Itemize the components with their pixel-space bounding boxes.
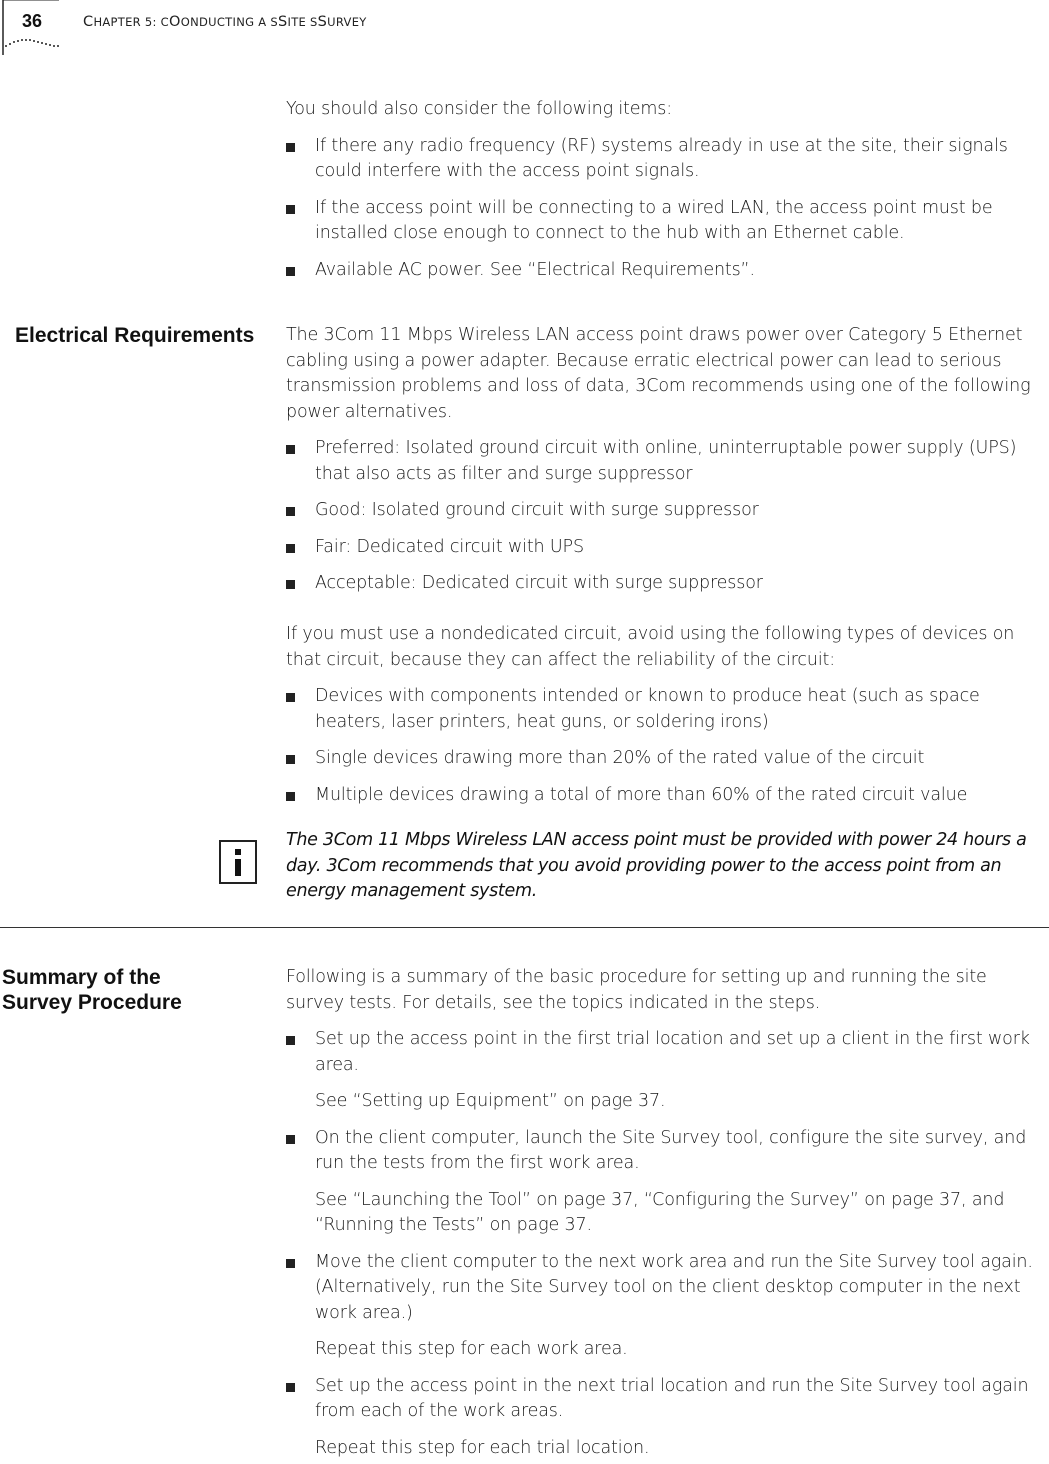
list-item: Devices with components intended or known to produce heat (such as space heaters, laser printers, heat guns, or soldering irons)	[286, 684, 1046, 735]
power-note: The 3Com 11 Mbps Wireless LAN access point must be provided with power 24 hours a day. 3Com recommends that you avoid providing power to the access point from an energy management system.	[286, 830, 1027, 901]
chapter-title-o: O	[169, 14, 181, 30]
chapter-title: CHAPTER 5: COONDUCTING A SSITE SSURVEY	[83, 14, 367, 30]
list-item: Preferred: Isolated ground circuit with online, uninterruptable power supply (UPS) that also acts as filter and surge suppressor	[286, 436, 1046, 487]
bullet-icon	[286, 267, 295, 276]
avoid-devices-list	[286, 684, 1046, 808]
bullet-icon	[286, 1135, 295, 1144]
bullet-icon	[286, 693, 295, 702]
bullet-icon	[286, 755, 295, 764]
bullet-icon	[286, 1383, 295, 1392]
list-item: Available AC power. See “Electrical Requirements”.	[286, 258, 1046, 284]
section-divider	[0, 927, 1049, 928]
bullet-icon	[286, 792, 295, 801]
nondedicated-section	[286, 622, 1046, 808]
bullet-icon	[286, 1259, 295, 1268]
summary-heading: Summary of the Survey Procedure	[2, 966, 182, 1014]
bullet-icon	[286, 544, 295, 553]
list-item: Good: Isolated ground circuit with surge suppressor	[286, 498, 1046, 524]
summary-steps-list	[286, 1027, 1046, 1461]
list-item: Acceptable: Dedicated circuit with surge suppressor	[286, 571, 1046, 597]
summary-lead: Following is a summary of the basic procedure for setting up and running the site survey tests. For details, see the topics indicated in the steps.	[286, 967, 987, 1013]
bullet-icon	[286, 1036, 295, 1045]
intro-lead: You should also consider the following items:	[286, 99, 672, 119]
list-item: Single devices drawing more than 20% of the rated value of the circuit	[286, 746, 1046, 772]
chapter-title-s: S	[277, 14, 288, 30]
bullet-icon	[286, 507, 295, 516]
summary-section	[286, 965, 1046, 1461]
list-item: Move the client computer to the next work area and run the Site Survey tool again. (Alternatively, run the Site Survey tool on the client desktop computer in the next work area.) Repeat this step for each work area.	[286, 1250, 1046, 1363]
electrical-paragraph: The 3Com 11 Mbps Wireless LAN access point draws power over Category 5 Ethernet cabling using a power adapter. Because erratic electrical power can lead to serious transmission problems and loss of data, 3Com recommends using one of the following power alternatives.	[286, 325, 1031, 422]
list-item: On the client computer, launch the Site Survey tool, configure the site survey, and run the tests from the first work area. See “Launching the Tool” on page 37, “Configuring the Survey” on page 37, and “Running the Tests” on page 37.	[286, 1126, 1046, 1239]
bullet-icon	[286, 143, 295, 152]
list-item: If the access point will be connecting to a wired LAN, the access point must be installed close enough to connect to the hub with an Ethernet cable.	[286, 196, 1046, 247]
page-number: 36	[22, 11, 43, 31]
list-item: Multiple devices drawing a total of more than 60% of the rated circuit value	[286, 783, 1046, 809]
list-item: Fair: Dedicated circuit with UPS	[286, 535, 1046, 561]
list-item: Set up the access point in the next trial location and run the Site Survey tool again from each of the work areas. Repeat this step for each trial location.	[286, 1374, 1046, 1462]
electrical-section	[286, 323, 1046, 597]
list-item: If there any radio frequency (RF) systems already in use at the site, their signals could interfere with the access point signals.	[286, 134, 1046, 185]
power-alternatives-list	[286, 436, 1046, 597]
bullet-icon	[286, 205, 295, 214]
info-icon	[219, 840, 257, 884]
chapter-title-s2: S	[317, 14, 328, 30]
intro-section	[286, 97, 1046, 283]
list-item: Set up the access point in the first trial location and set up a client in the first work area. See “Setting up Equipment” on page 37.	[286, 1027, 1046, 1115]
electrical-heading: Electrical Requirements	[15, 324, 255, 347]
nondedicated-lead: If you must use a nondedicated circuit, avoid using the following types of devices on that circuit, because they can affect the reliability of the circuit:	[286, 624, 1015, 670]
bullet-icon	[286, 580, 295, 589]
intro-list	[286, 134, 1046, 284]
bullet-icon	[286, 445, 295, 454]
